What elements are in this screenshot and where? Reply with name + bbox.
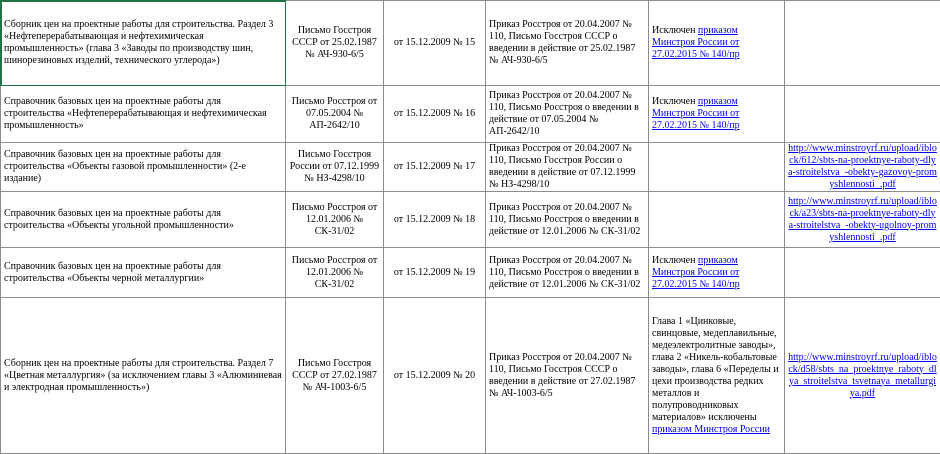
table-row (1, 192, 940, 248)
download-url-cell[interactable] (785, 86, 940, 143)
document-title-cell[interactable]: Справочник базовых цен на проектные работы для строительства «Нефтеперерабатывающая и нефтехимическая промышленность» (1, 86, 286, 143)
download-url-cell[interactable] (785, 192, 940, 248)
status-cell[interactable] (649, 1, 785, 86)
status-text: Исключен (652, 255, 698, 266)
enactment-order-cell[interactable]: Приказ Росстроя от 20.04.2007 № 110, Письмо Росстроя о введении в действие от 12.01.2006 № СК-31/02 (486, 192, 649, 248)
download-url-cell[interactable] (785, 248, 940, 298)
status-cell[interactable] (649, 248, 785, 298)
enactment-order-cell[interactable]: Приказ Росстроя от 20.04.2007 № 110, Письмо Росстроя о введении в действие от 12.01.2006 № СК-31/02 (486, 248, 649, 298)
download-link[interactable]: http://www.minstroyrf.ru/upload/iblock/d58/sbts_na_proektnye_raboty_dlya_stroitelstva_tsvetnaya_metallurgiya.pdf (788, 352, 937, 399)
download-link[interactable]: http://www.minstroyrf.ru/upload/iblock/612/sbts-na-proektnye-raboty-dlya-stroitelstva_-obekty-gazovoy-promyshlennosti_.pdf (788, 143, 937, 190)
document-title-cell[interactable]: Справочник базовых цен на проектные работы для строительства «Объекты газовой промышленности» (2-е издание) (1, 143, 286, 192)
download-link[interactable]: http://www.minstroyrf.ru/upload/iblock/a23/sbts-na-proektnye-raboty-dlya-stroitelstva_-obekty-ugolnoy-promyshlennosti_.pdf (788, 196, 937, 243)
registration-cell[interactable]: от 15.12.2009 № 17 (384, 143, 486, 192)
approval-letter-cell[interactable]: Письмо Госстроя России от 07.12.1999 № НЗ-4298/10 (286, 143, 384, 192)
approval-letter-cell[interactable]: Письмо Росстроя от 07.05.2004 № АП-2642/10 (286, 86, 384, 143)
status-cell[interactable] (649, 143, 785, 192)
registration-cell[interactable]: от 15.12.2009 № 18 (384, 192, 486, 248)
registration-cell[interactable]: от 15.12.2009 № 15 (384, 1, 486, 86)
enactment-order-cell[interactable]: Приказ Росстроя от 20.04.2007 № 110, Письмо Госстроя СССР о введении в действие от 25.02.1987 № АЧ-930-6/5 (486, 1, 649, 86)
registration-cell[interactable]: от 15.12.2009 № 19 (384, 248, 486, 298)
enactment-order-cell[interactable]: Приказ Росстроя от 20.04.2007 № 110, Письмо Госстроя России о введении в действие от 07.12.1999 № НЗ-4298/10 (486, 143, 649, 192)
document-title-cell[interactable]: Справочник базовых цен на проектные работы для строительства «Объекты черной металлургии» (1, 248, 286, 298)
enactment-order-cell[interactable]: Приказ Росстроя от 20.04.2007 № 110, Письмо Госстроя СССР о введении в действие от 27.02.1987 № АЧ-1003-6/5 (486, 298, 649, 454)
approval-letter-cell[interactable]: Письмо Росстроя от 12.01.2006 № СК-31/02 (286, 248, 384, 298)
registration-cell[interactable]: от 15.12.2009 № 16 (384, 86, 486, 143)
enactment-order-cell[interactable]: Приказ Росстроя от 20.04.2007 № 110, Письмо Росстроя о введении в действие от 07.05.2004 № АП-2642/10 (486, 86, 649, 143)
exclusion-order-link[interactable]: приказом Минстроя России от 27.02.2015 № 140/пр (652, 255, 740, 290)
table-row (1, 143, 940, 192)
approval-letter-cell[interactable]: Письмо Росстроя от 12.01.2006 № СК-31/02 (286, 192, 384, 248)
download-url-cell[interactable] (785, 143, 940, 192)
status-text: Исключен (652, 96, 698, 107)
status-cell[interactable] (649, 86, 785, 143)
exclusion-order-link[interactable]: приказом Минстроя России от 27.02.2015 № 140/пр (652, 25, 740, 60)
table-row (1, 248, 940, 298)
registration-cell[interactable]: от 15.12.2009 № 20 (384, 298, 486, 454)
table-row (1, 86, 940, 143)
exclusion-order-link[interactable]: приказом Минстроя России от 27.02.2015 № 140/пр (652, 96, 740, 131)
document-title-cell[interactable]: Сборник цен на проектные работы для строительства. Раздел 3 «Нефтеперерабатывающая и нефтехимическая промышленность» (глава 3 «Заводы по производству шин, шинорезиновых изделий, технического углерода») (1, 1, 286, 86)
download-url-cell[interactable] (785, 1, 940, 86)
document-title-cell[interactable]: Справочник базовых цен на проектные работы для строительства «Объекты угольной промышленности» (1, 192, 286, 248)
status-text: Исключен (652, 25, 698, 36)
status-cell[interactable] (649, 298, 785, 454)
table-row (1, 1, 940, 86)
download-url-cell[interactable] (785, 298, 940, 454)
approval-letter-cell[interactable]: Письмо Госстроя СССР от 25.02.1987 № АЧ-930-6/5 (286, 1, 384, 86)
document-title-cell[interactable]: Сборник цен на проектные работы для строительства. Раздел 7 «Цветная металлургия» (за исключением главы 3 «Алюминиевая и электродная промышленность») (1, 298, 286, 454)
exclusion-order-link[interactable]: приказом Минстроя России (652, 424, 770, 435)
status-text: Глава 1 «Цинковые, свинцовые, медеплавильные, медеэлектролитные заводы», глава 2 «Никель-кобальтовые заводы», глава 6 «Переделы и цехи производства редких металлов и полупроводниковых материалов» исключены (652, 316, 779, 423)
status-cell[interactable] (649, 192, 785, 248)
approval-letter-cell[interactable]: Письмо Госстроя СССР от 27.02.1987 № АЧ-1003-6/5 (286, 298, 384, 454)
table-row (1, 298, 940, 454)
